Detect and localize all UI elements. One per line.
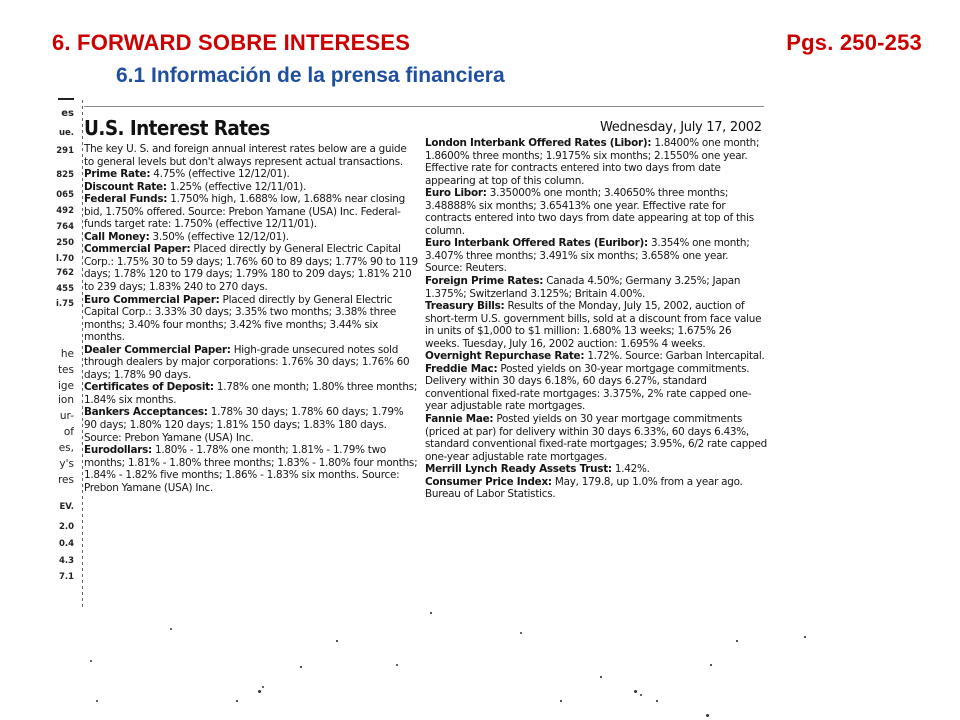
clipping-top-rule bbox=[84, 106, 764, 107]
bleed-fragment: 492 bbox=[56, 206, 74, 216]
rate-text: Results of the Monday, July 15, 2002, auction of short-term U.S. government bills, sold at a discount from face value in units of $1,000 to $1 million: 1.680% 13 weeks; 1.675% 26 weeks. Tuesday, July 16, 2002 auction: 1.695% 4 weeks. bbox=[425, 300, 762, 350]
slide-subtitle: 6.1 Información de la prensa financiera bbox=[116, 64, 505, 87]
rate-text: 1.80% - 1.78% one month; 1.81% - 1.79% two months; 1.81% - 1.80% three months; 1.83% - 1.80% four months; 1.84% - 1.82% five months; 1.86% - 1.83% six months. Source: Prebon Yamane (USA) Inc. bbox=[84, 444, 418, 494]
rate-entry bbox=[425, 275, 767, 300]
bleed-fragment: 762 bbox=[56, 268, 74, 278]
rate-text: Placed directly by General Electric Capital Corp.: 1.75% 30 to 59 days; 1.76% 60 to 89 days; 1.77% 90 to 119 days; 1.78% 120 to 179 days; 1.79% 180 to 209 days; 1.81% 210 to 239 days; 1.83% 240 to 270 days. bbox=[84, 243, 418, 294]
bleed-fragment: 4.3 bbox=[58, 556, 74, 566]
slide-title: 6. FORWARD SOBRE INTERESES bbox=[52, 30, 411, 55]
left-rate-column bbox=[84, 143, 419, 494]
rate-entry bbox=[425, 137, 767, 187]
speck bbox=[656, 700, 658, 702]
rate-entry bbox=[425, 363, 767, 413]
speck bbox=[640, 694, 642, 696]
speck bbox=[634, 690, 637, 693]
rate-text: Posted yields on 30-year mortgage commitments. Delivery within 30 days 6.18%, 60 days 6.27%, standard conventional fixed-rate mortgages: 3.375%, 2% rate capped one-year adjustable rate mortgages. bbox=[425, 362, 752, 413]
bleed-fragment: l.70 bbox=[56, 254, 74, 264]
bleed-fragment: 291 bbox=[56, 146, 74, 156]
bleed-fragment: EV. bbox=[59, 502, 74, 512]
rate-entry bbox=[425, 350, 767, 363]
newspaper-clipping bbox=[48, 94, 770, 618]
speck bbox=[258, 690, 261, 693]
bleed-rule bbox=[58, 98, 74, 100]
bleed-fragment: es bbox=[61, 108, 74, 119]
speck bbox=[600, 676, 602, 678]
speck bbox=[90, 660, 92, 662]
rate-term: London Interbank Offered Rates (Libor): bbox=[425, 137, 652, 149]
speck bbox=[262, 686, 264, 688]
rate-term: Dealer Commercial Paper: bbox=[84, 343, 231, 356]
speck bbox=[96, 700, 98, 702]
speck bbox=[336, 640, 338, 642]
bleed-fragment: i.75 bbox=[56, 299, 74, 309]
clipping-dateline: Wednesday, July 17, 2002 bbox=[600, 120, 762, 135]
rate-term: Euro Libor: bbox=[425, 187, 487, 200]
speck bbox=[736, 640, 738, 642]
rate-term: Foreign Prime Rates: bbox=[425, 275, 544, 288]
rate-text: Placed directly by General Electric Capital Corp.: 3.33% 30 days; 3.35% two months; 3.38% three months; 3.40% four months; 3.42% five months; 3.44% six months. bbox=[84, 293, 397, 344]
rate-term: Merrill Lynch Ready Assets Trust: bbox=[425, 463, 612, 476]
rate-text: 3.354% one month; 3.407% three months; 3.491% six months; 3.658% one year. Source: Reuters. bbox=[425, 237, 750, 275]
rate-term: Fannie Mae: bbox=[425, 413, 494, 426]
speck bbox=[396, 664, 398, 666]
rate-term: Certificates of Deposit: bbox=[84, 381, 214, 394]
rate-text: 1.8400% one month; 1.8600% three months; 1.9175% six months; 2.1550% one year. Effective rate for contracts entered into two days from date appearing at top of this column. bbox=[425, 137, 760, 187]
clipping-headline: U.S. Interest Rates bbox=[84, 116, 270, 140]
bleed-fragment: ion bbox=[58, 394, 74, 406]
rate-text: 1.78% one month; 1.80% three months; 1.84% six months. bbox=[84, 381, 418, 406]
rate-entry bbox=[425, 237, 767, 275]
speck bbox=[236, 700, 238, 702]
bleed-fragment: 2.0 bbox=[58, 522, 74, 532]
rate-text: 1.72%. Source: Garban Intercapital. bbox=[584, 350, 765, 363]
bleed-fragment: of bbox=[63, 426, 74, 438]
rate-text: 3.35000% one month; 3.40650% three months; 3.48888% six months; 3.65413% one year. Effective rate for contracts entered into two days from date appearing at top of this column. bbox=[425, 187, 754, 237]
rate-entry bbox=[84, 243, 419, 293]
page-reference: Pgs. 250-253 bbox=[786, 30, 922, 55]
speck bbox=[804, 636, 806, 638]
rate-text: 1.42%. bbox=[611, 463, 650, 476]
rate-entry bbox=[425, 463, 767, 476]
rate-text: 1.78% 30 days; 1.78% 60 days; 1.79% 90 days; 1.80% 120 days; 1.81% 150 days; 1.83% 180 days. Source: Prebon Yamane (USA) Inc. bbox=[84, 406, 404, 444]
rate-term: Euro Interbank Offered Rates (Euribor): bbox=[425, 237, 648, 250]
speck bbox=[710, 664, 712, 666]
rate-term: Discount Rate: bbox=[84, 180, 167, 193]
rate-entry bbox=[84, 406, 419, 444]
slide-title-bar bbox=[52, 30, 922, 62]
speck bbox=[706, 714, 709, 717]
bleed-fragment: ige bbox=[57, 380, 74, 392]
rate-term: Commercial Paper: bbox=[84, 243, 191, 256]
speck bbox=[170, 628, 172, 630]
rate-text: The key U. S. and foreign annual interest rates below are a guide to general levels but don't always represent actual transactions. bbox=[84, 143, 407, 168]
rate-text: High-grade unsecured notes sold through dealers by major corporations: 1.76% 30 days; 1.76% 60 days; 1.78% 90 days. bbox=[84, 343, 410, 381]
bleed-fragment: 764 bbox=[56, 222, 74, 232]
right-rate-column bbox=[425, 137, 767, 501]
rate-term: Federal Funds: bbox=[84, 193, 168, 206]
bleed-fragment: ue. bbox=[58, 128, 74, 138]
rate-entry bbox=[425, 413, 767, 463]
rate-text: Posted yields on 30 year mortgage commitments (priced at par) for delivery within 30 days 6.33%, 60 days 6.43%, standard conventional fixed-rate mortgages; 3.95%, 6/2 rate capped one-year adjustable rate mortgages. bbox=[425, 413, 767, 463]
rate-term: Treasury Bills: bbox=[425, 300, 505, 313]
rate-term: Prime Rate: bbox=[84, 168, 151, 181]
bleed-fragment: 825 bbox=[56, 170, 74, 180]
rate-term: Eurodollars: bbox=[84, 444, 152, 457]
bleed-fragment: 7.1 bbox=[58, 572, 74, 582]
speck bbox=[560, 700, 562, 702]
rate-entry bbox=[84, 168, 419, 181]
rate-entry bbox=[84, 381, 419, 406]
bleed-fragment: 0.4 bbox=[58, 539, 74, 549]
bleed-fragment: y's bbox=[59, 458, 74, 470]
rate-entry bbox=[84, 344, 419, 382]
bleed-fragment: ur- bbox=[59, 410, 74, 422]
bleed-fragment: res bbox=[57, 474, 74, 486]
rate-term: Call Money: bbox=[84, 230, 150, 243]
rate-text: 3.50% (effective 12/12/01). bbox=[149, 230, 289, 243]
rate-text: 1.25% (effective 12/11/01). bbox=[166, 180, 307, 193]
rate-text: Canada 4.50%; Germany 3.25%; Japan 1.375%; Switzerland 3.125%; Britain 4.00%. bbox=[425, 275, 741, 300]
rate-text: 1.750% high, 1.688% low, 1.688% near closing bid, 1.750% offered. Source: Prebon Yamane (USA) Inc. Federal-funds target rate: 1.750% (effective 12/11/01). bbox=[84, 193, 405, 231]
adjacent-column-bleed bbox=[52, 98, 74, 618]
rate-entry bbox=[425, 476, 767, 501]
rate-text: May, 179.8, up 1.0% from a year ago. Bureau of Labor Statistics. bbox=[425, 475, 743, 501]
rate-term: Bankers Acceptances: bbox=[84, 406, 208, 419]
rate-term: Freddie Mac: bbox=[425, 362, 498, 375]
speck bbox=[300, 666, 302, 668]
rate-entry bbox=[425, 187, 767, 237]
rate-term: Euro Commercial Paper: bbox=[84, 293, 220, 306]
rate-entry bbox=[84, 294, 419, 344]
bleed-fragment: he bbox=[60, 348, 74, 360]
bleed-fragment: 250 bbox=[56, 238, 74, 248]
bleed-fragment: 455 bbox=[56, 284, 74, 294]
rate-entry bbox=[425, 300, 767, 350]
speck bbox=[430, 612, 432, 614]
bleed-fragment: 065 bbox=[56, 190, 74, 200]
rate-text: 4.75% (effective 12/12/01). bbox=[150, 168, 290, 181]
rate-entry bbox=[84, 444, 419, 494]
rate-entry bbox=[84, 231, 419, 244]
rate-entry bbox=[84, 193, 419, 231]
rate-entry bbox=[84, 143, 419, 168]
speck bbox=[520, 632, 522, 634]
rate-term: Overnight Repurchase Rate: bbox=[425, 350, 585, 363]
rate-term: Consumer Price Index: bbox=[425, 475, 552, 488]
bleed-fragment: es, bbox=[58, 442, 74, 454]
column-separator bbox=[82, 100, 83, 608]
rate-entry bbox=[84, 181, 419, 194]
bleed-fragment: tes bbox=[57, 364, 74, 376]
